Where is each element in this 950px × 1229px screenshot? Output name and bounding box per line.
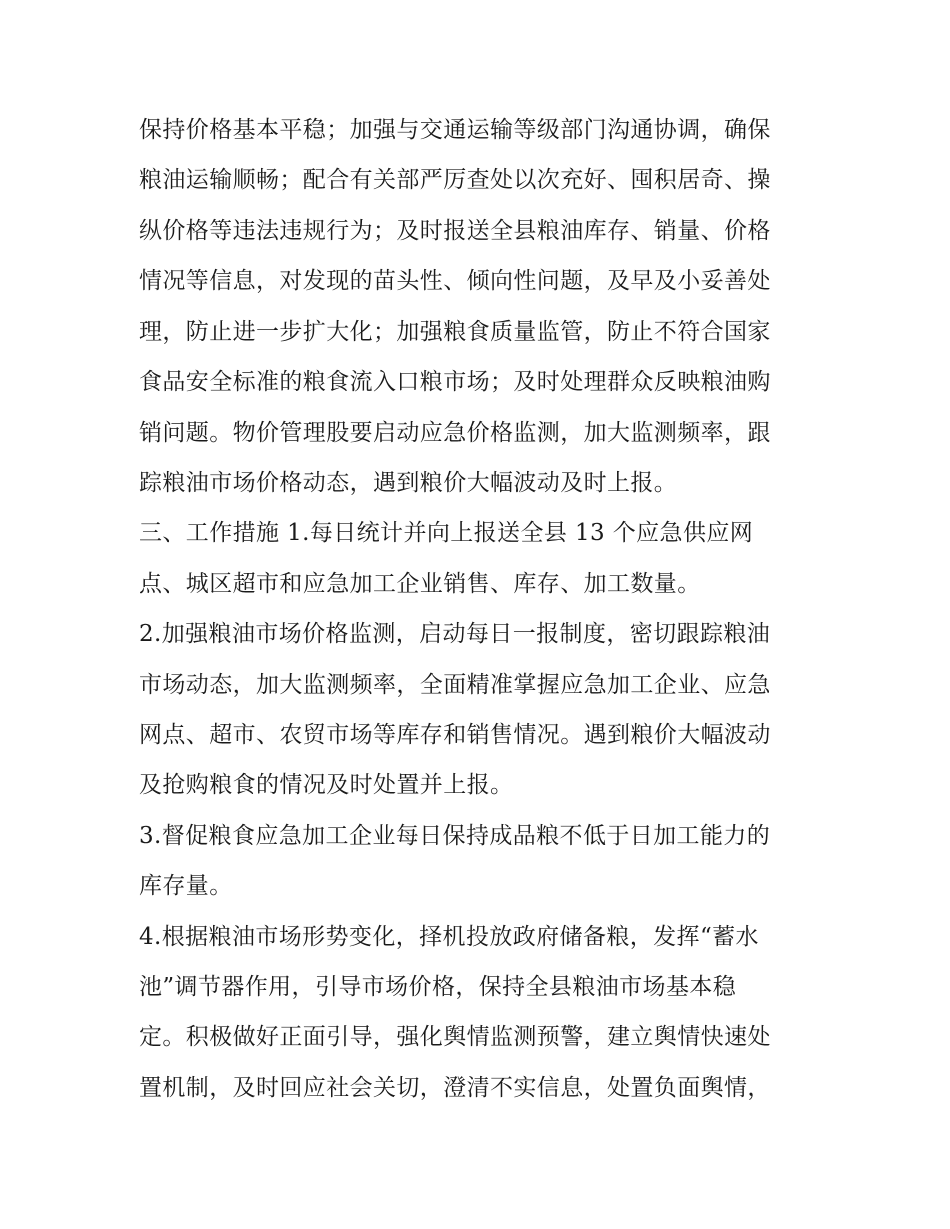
text-line: 网点、超市、农贸市场等库存和销售情况。遇到粮价大幅波动 [139,722,771,748]
list-item-2-line: 2.加强粮油市场价格监测，启动每日一报制度，密切跟踪粮油 [139,621,771,647]
text-line: 情况等信息，对发现的苗头性、倾向性问题，及早及小妥善处 [139,268,771,294]
text-line: 及抢购粮食的情况及时处置并上报。 [139,772,514,798]
text-line: 理，防止进一步扩大化；加强粮食质量监管，防止不符合国家 [139,319,771,345]
list-item-3-line: 3.督促粮食应急加工企业每日保持成品粮不低于日加工能力的 [139,823,771,849]
text-line: 点、城区超市和应急加工企业销售、库存、加工数量。 [139,571,701,597]
text-line: 纵价格等违法违规行为；及时报送全县粮油库存、销量、价格 [139,218,771,244]
text-line: 市场动态，加大监测频率，全面精准掌握应急加工企业、应急 [139,672,771,698]
text-line: 定。积极做好正面引导，强化舆情监测预警，建立舆情快速处 [139,1024,771,1050]
list-item-4-line: 4.根据粮油市场形势变化，择机投放政府储备粮，发挥“蓄水 [139,924,759,950]
text-line: 置机制，及时回应社会关切，澄清不实信息，处置负面舆情， [139,1075,771,1101]
text-line: 食品安全标准的粮食流入口粮市场；及时处理群众反映粮油购 [139,369,771,395]
text-line: 保持价格基本平稳；加强与交通运输等级部门沟通协调，确保 [139,117,771,143]
text-line: 销问题。物价管理股要启动应急价格监测，加大监测频率，跟 [139,420,771,446]
text-line: 粮油运输顺畅；配合有关部严厉查处以次充好、囤积居奇、操 [139,167,771,193]
text-line: 库存量。 [139,873,233,899]
text-line: 踪粮油市场价格动态，遇到粮价大幅波动及时上报。 [139,470,678,496]
section-heading-line: 三、工作措施 1.每日统计并向上报送全县 13 个应急供应网 [139,520,754,546]
text-line: 池”调节器作用，引导市场价格，保持全县粮油市场基本稳 [139,974,737,1000]
